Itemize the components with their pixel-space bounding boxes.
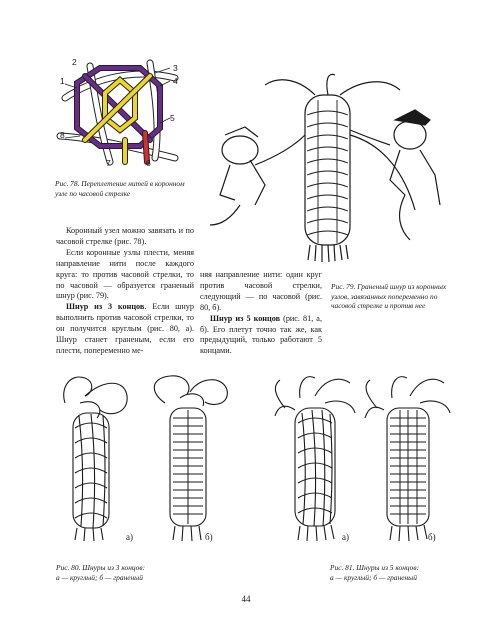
fig81-caption-line1: Рис. 81. Шнуры из 5 концов:: [330, 563, 420, 572]
fig78-label-6: 6: [146, 158, 151, 168]
fig78-label-3: 3: [173, 63, 178, 73]
fig79-caption: Рис. 79. Граненый шнур из коронных узлов, завязанных попеременно по часовой стрелке и против нее: [331, 282, 447, 311]
paragraph-faceted-cord: Если коронные узлы плести, меняя направление нити после каждого круга: то против часовой стрелки, то по часовой — образуется граненый шнур (рис. 79).: [56, 247, 194, 301]
paragraph-five-strands-text: (рис. 81, а, б). Его плетут точно так же, как предыдущий, только работают 5 концами.: [200, 313, 322, 356]
paragraph-continuation: няя направление нити: один круг против часовой стрелки, следующий — по часовой (рис. 80, б).: [200, 270, 322, 312]
fig78-label-8: 8: [60, 130, 65, 140]
fig78-label-7: 7: [106, 158, 111, 168]
fig81-label-b: б): [428, 532, 436, 542]
paragraph-three-strands-text: . Если шнур выполнить против часовой стрелки, то он получится круглым (рис. 80, а). Шнур станет граненым, если его плести, попеременно ме-: [56, 302, 194, 355]
fig80-caption: [56, 563, 206, 582]
figure-81b-faceted-cord: [362, 368, 452, 543]
fig78-label-2: 2: [72, 57, 77, 67]
figure-81a-round-cord: [270, 368, 360, 543]
fig80-caption-line2: а — круглый; б — граненый: [56, 572, 143, 582]
figure-80b-faceted-cord: [145, 368, 235, 543]
fig81-label-a: а): [342, 532, 349, 542]
fig80-label-a: а): [126, 532, 133, 542]
figure-79-illustration: [210, 75, 450, 265]
paragraph-three-strands: [56, 302, 194, 357]
figure-80a-round-cord: [55, 368, 135, 543]
fig78-label-1: 1: [60, 76, 65, 86]
fig81-caption-line2: а — круглый; б — граненый: [330, 572, 417, 582]
fig80-label-b: б): [205, 532, 213, 542]
figure-78-crown-knot-diagram: [55, 58, 205, 168]
fig78-label-5: 5: [170, 113, 175, 123]
paragraph-five-strands: [200, 314, 322, 358]
page-number: 44: [241, 594, 251, 604]
heading-three-strands: Шнур из 3 концов: [66, 302, 145, 312]
fig78-label-4: 4: [173, 76, 178, 86]
fig80-caption-line1: Рис. 80. Шнуры из 3 концов:: [56, 563, 146, 572]
heading-five-strands: Шнур из 5 концов: [210, 313, 281, 323]
fig81-caption: [330, 563, 470, 582]
body-text-middle: [200, 270, 322, 357]
paragraph-crown-knot: Коронный узел можно завязать и по часовой стрелке (рис. 78).: [56, 226, 194, 246]
body-text-left: [56, 226, 194, 357]
fig78-caption: Рис. 78. Переплетение нитей в коронном узле по часовой стрелке: [55, 179, 185, 198]
